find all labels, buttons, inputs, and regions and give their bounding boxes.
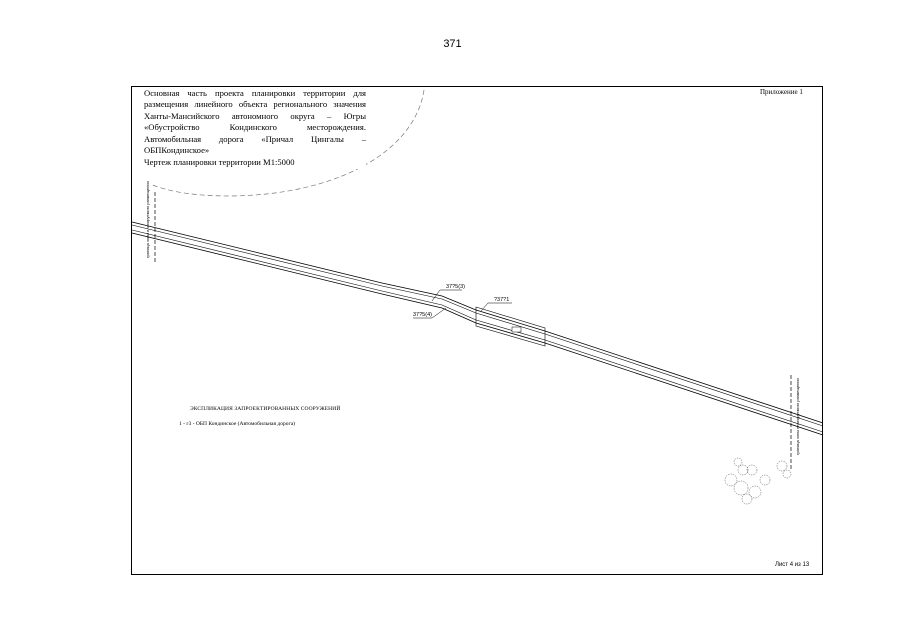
road-line-inner-bottom [132, 230, 823, 432]
road-label-b: 37?5(4) [413, 312, 432, 318]
page-number: 371 [443, 38, 462, 50]
road-line-outer-bottom [132, 233, 823, 435]
sheet-number: Лист 4 из 13 [775, 562, 810, 568]
road-corridor [132, 222, 823, 435]
title-description: Основная часть проекта планировки территории для размещения линейного объекта регионального значения Ханты-Мансийского автономного округа – Югры «Обустройство Кондинского месторождения. Автомобильная дорога «Причал Цингалы – ОБПКондинское» [144, 88, 366, 156]
title-block [144, 88, 366, 169]
legend-title: ЭКСПЛИКАЦИЯ ЗАПРОЕКТИРОВАННЫХ СООРУЖЕНИЙ [190, 406, 341, 412]
leader-line-a [432, 290, 462, 301]
section-label-right: граница зоны планируемого размещения [795, 378, 800, 455]
appendix-label: Приложение 1 [760, 88, 803, 96]
road-label-a: 37?5(3) [446, 284, 465, 290]
road-label-c: ?37?1 [494, 297, 510, 303]
road-junction-marker [512, 327, 521, 332]
title-scale-line: Чертеж планировки территории М1:5000 [144, 157, 295, 168]
legend-item: 1 - г3 - ОБП Кондинское (Автомобильная дорога) [179, 421, 295, 427]
terrain-symbols [725, 458, 791, 504]
section-label-left: граница зоны планируемого размещения [145, 181, 150, 258]
road-line-outer-top [132, 222, 823, 423]
